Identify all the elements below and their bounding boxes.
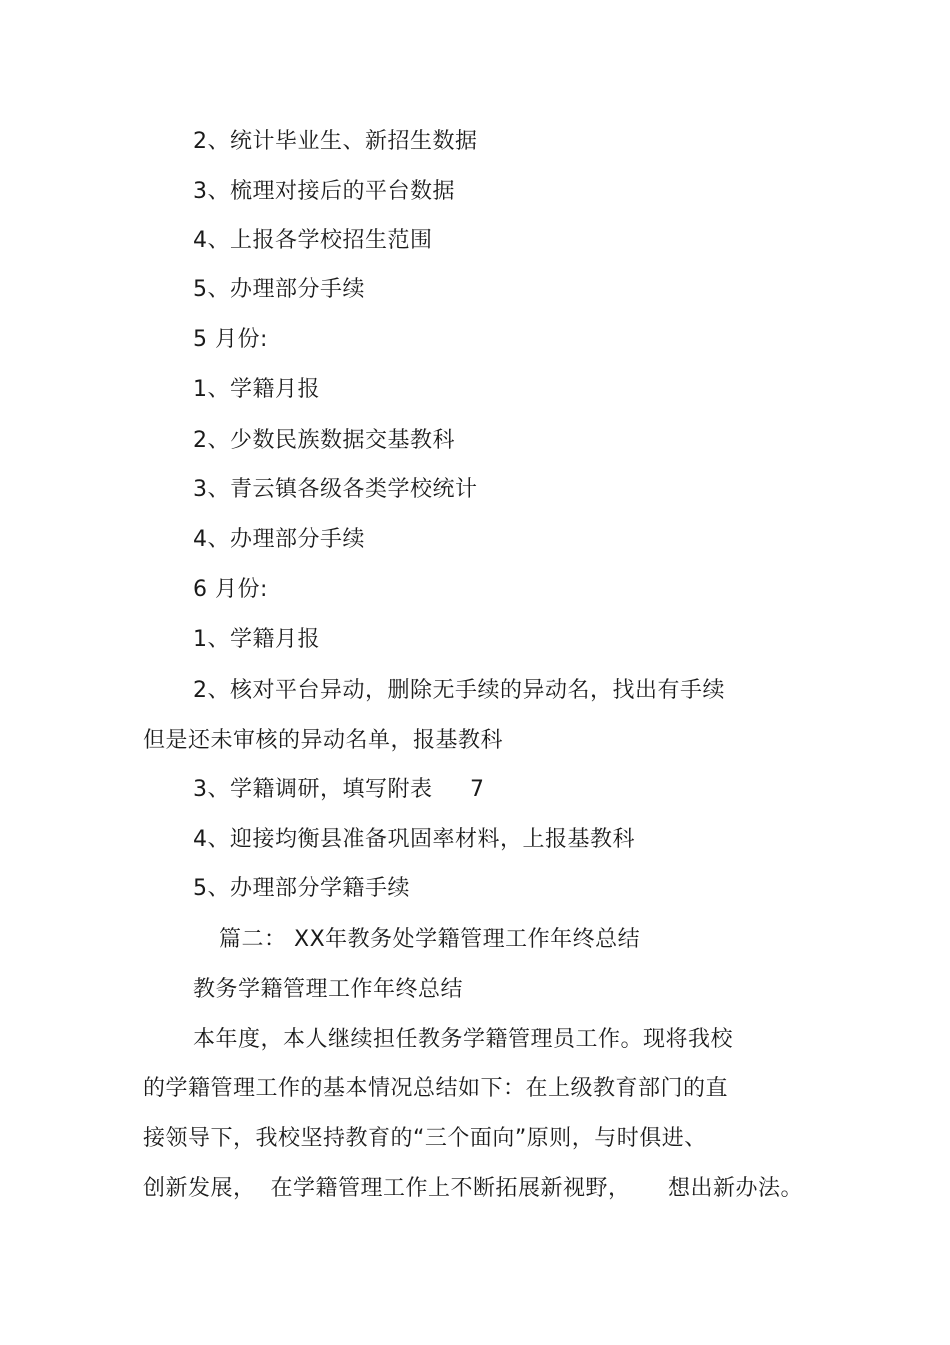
list-item-continuation: 但是还未审核的异动名单，报基教科 (143, 728, 504, 753)
list-item: 4、上报各学校招生范围 (193, 228, 433, 253)
paragraph-line: 本年度，本人继续担任教务学籍管理员工作。现将我校 (193, 1027, 734, 1052)
list-item: 4、办理部分手续 (193, 527, 365, 552)
list-item: 3、学籍调研，填写附表 7 (193, 777, 485, 802)
paragraph-line: 创新发展， 在学籍管理工作上不断拓展新视野， 想出新办法。 (143, 1176, 803, 1201)
list-item: 2、统计毕业生、新招生数据 (193, 129, 478, 154)
paragraph-line: 的学籍管理工作的基本情况总结如下：在上级教育部门的直 (143, 1076, 729, 1101)
list-item: 3、青云镇各级各类学校统计 (193, 477, 478, 502)
section-label: 6 月份: (193, 577, 268, 602)
list-item: 5、办理部分学籍手续 (193, 876, 410, 901)
section-label: 5 月份: (193, 327, 268, 352)
list-item: 1、学籍月报 (193, 377, 320, 402)
list-item: 2、少数民族数据交基教科 (193, 428, 455, 453)
paragraph-line: 接领导下，我校坚持教育的“三个面向”原则，与时俱进、 (143, 1126, 707, 1151)
section-heading: 篇二： XX年教务处学籍管理工作年终总结 (219, 927, 641, 952)
list-item: 4、迎接均衡县准备巩固率材料，上报基教科 (193, 827, 635, 852)
list-item: 3、梳理对接后的平台数据 (193, 179, 455, 204)
list-item: 5、办理部分手续 (193, 277, 365, 302)
list-item: 1、学籍月报 (193, 627, 320, 652)
list-item: 2、核对平台异动，删除无手续的异动名，找出有手续 (193, 678, 725, 703)
document-title: 教务学籍管理工作年终总结 (193, 977, 464, 1002)
